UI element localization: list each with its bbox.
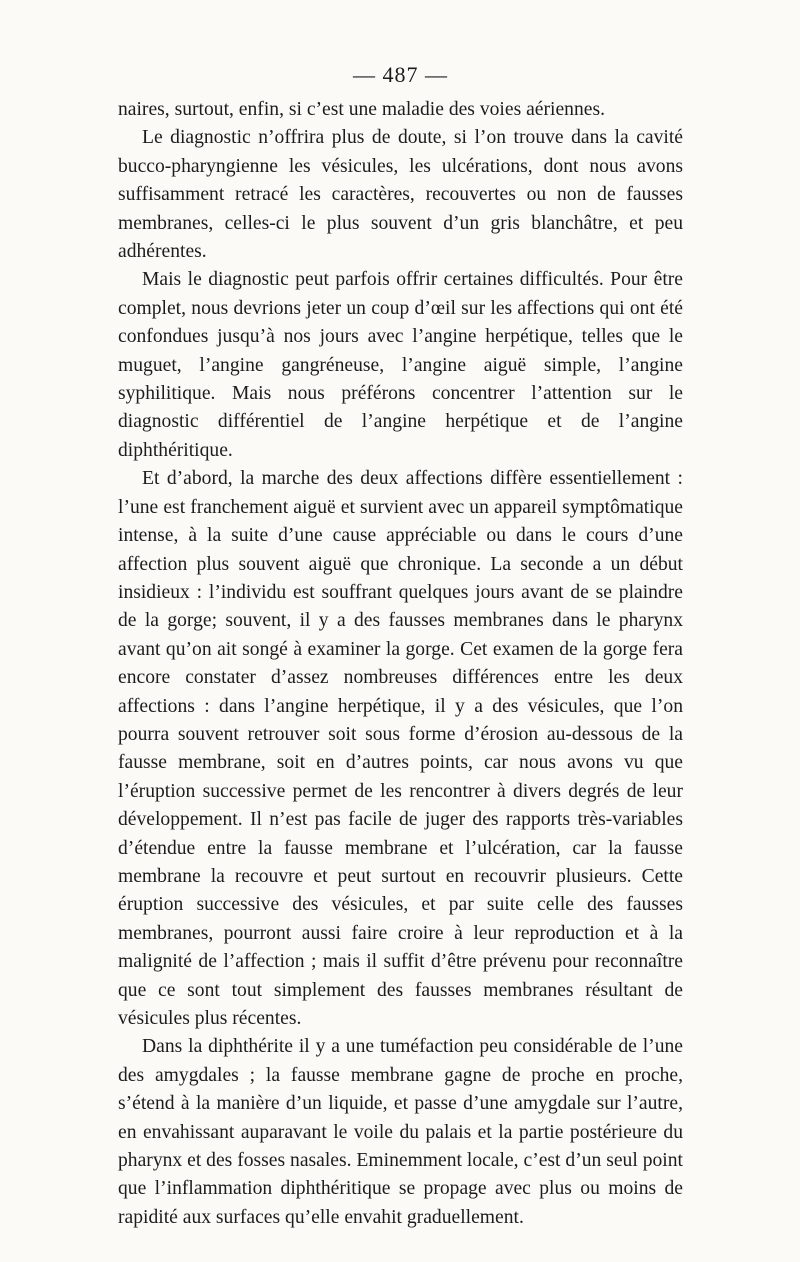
paragraph-continuation: naires, surtout, enfin, si c’est une maladie des voies aériennes. xyxy=(118,99,605,120)
paragraph-diagnostic-difficulties: Mais le diagnostic peut parfois offrir certaines difficultés. Pour être complet, nous devrions jeter un coup d’œil sur les affections qui ont été confondues jusqu’à nos jours avec l’angine herpétique, telles que le muguet, l’angine gangréneuse, l’angine aiguë simple, l’angine syphilitique. Mais nous préférons concentrer l’attention sur le diagnostic différentiel de l’angine herpétique et de l’angine diphthéritique. xyxy=(118,269,683,461)
document-page xyxy=(118,60,683,1232)
paragraph-diphtheria: Dans la diphthérite il y a une tuméfaction peu considérable de l’une des amygdales ; la fausse membrane gagne de proche en proche, s’étend à la manière d’un liquide, et passe d’une amygdale sur l’autre, en envahissant auparavant le voile du palais et la partie postérieure du pharynx et des fosses nasales. Eminemment locale, c’est d’un seul point que l’inflammation diphthéritique se propage avec plus ou moins de rapidité aux surfaces qu’elle envahit graduellement. xyxy=(118,1036,683,1228)
paragraph-diagnostic-certainty: Le diagnostic n’offrira plus de doute, si l’on trouve dans la cavité bucco-pharyngienne les vésicules, les ulcérations, dont nous avons suffisamment retracé les caractères, recouvertes ou non de fausses membranes, celles-ci le plus souvent d’un gris blanchâtre, et peu adhérentes. xyxy=(118,127,683,263)
paragraph-disease-course: Et d’abord, la marche des deux affections diffère essentiellement : l’une est franchement aiguë et survient avec un appareil symptômatique intense, à la suite d’une cause appréciable ou dans le cours d’une affection plus souvent aiguë que chronique. La seconde a un début insidieux : l’individu est souffrant quelques jours avant de se plaindre de la gorge; souvent, il y a des fausses membranes dans le pharynx avant qu’on ait songé à examiner la gorge. Cet examen de la gorge fera encore constater d’assez nombreuses différences entre les deux affections : dans l’angine herpétique, il y a des vésicules, que l’on pourra souvent retrouver soit sous forme d’érosion au-dessous de la fausse membrane, soit en d’autres points, car nous avons vu que l’éruption successive permet de les rencontrer à divers degrés de leur développement. Il n’est pas facile de juger des rapports très-variables d’étendue entre la fausse membrane et l’ulcération, car la fausse membrane la recouvre et peut surtout en recouvrir plusieurs. Cette éruption successive des vésicules, et par suite celle des fausses membranes, pourront aussi faire croire à leur reproduction et à la malignité de l’affection ; mais il suffit d’être prévenu pour reconnaître que ce sont tout simplement des fausses membranes résultant de vésicules plus récentes. xyxy=(118,468,683,1029)
page-number: — 487 — xyxy=(353,62,448,87)
